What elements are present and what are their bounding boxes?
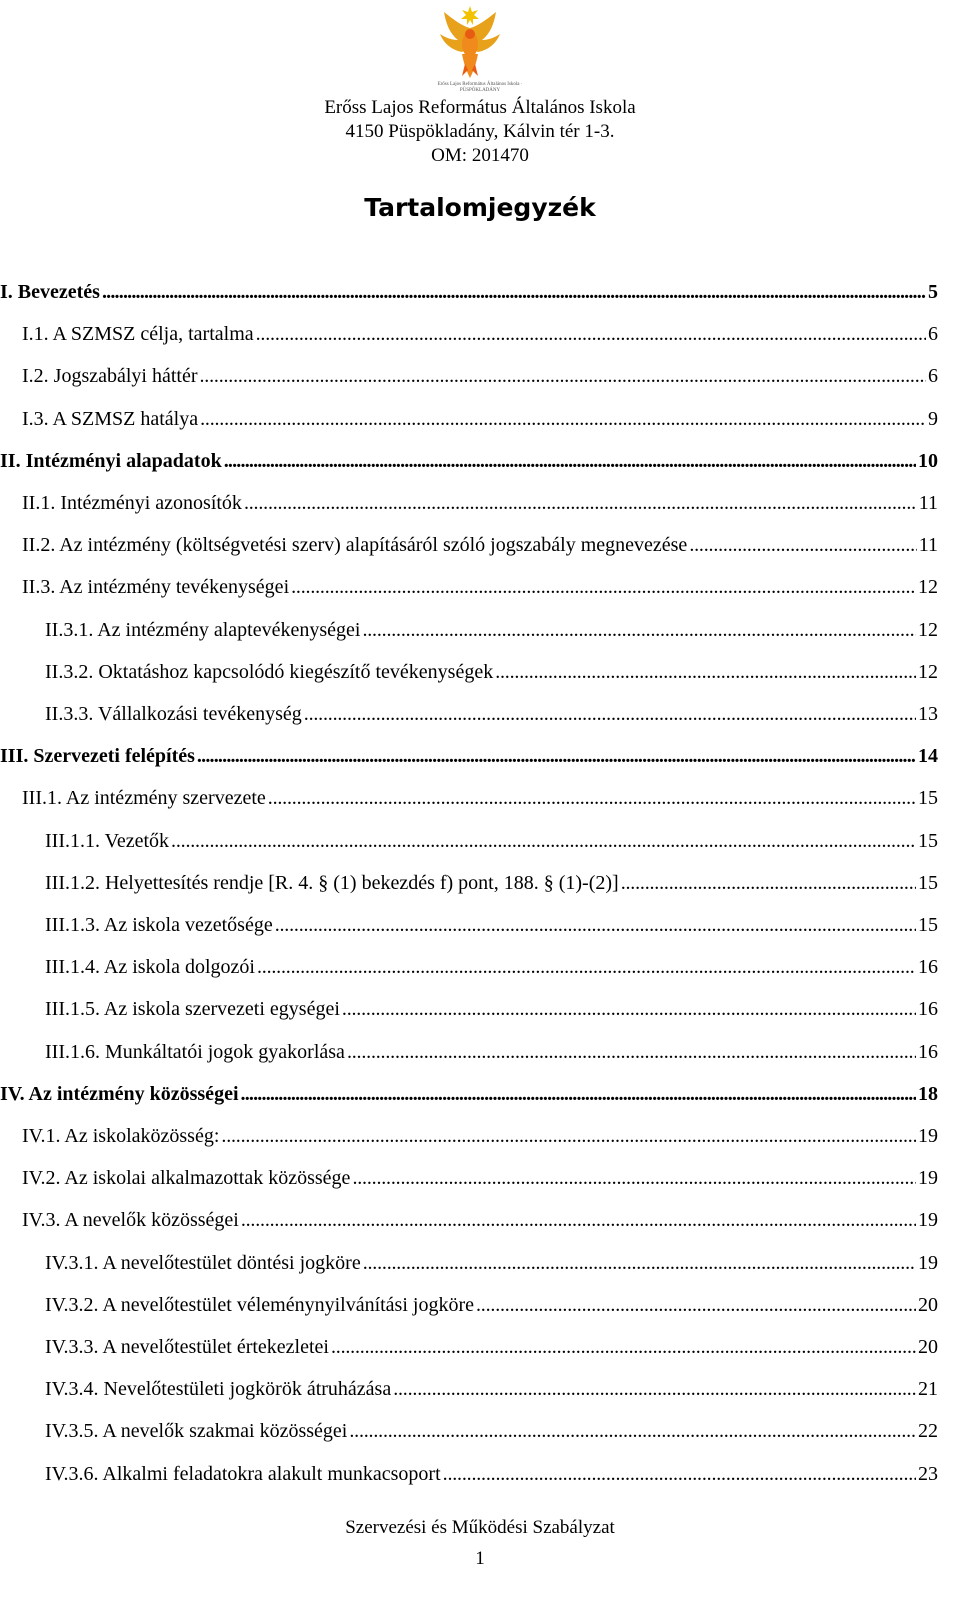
- toc-entry[interactable]: [45, 1034, 938, 1064]
- toc-leader-dots: [241, 1208, 916, 1232]
- toc-entry[interactable]: [45, 1456, 938, 1486]
- toc-entry-page: 23: [918, 1463, 938, 1485]
- toc-entry[interactable]: [22, 780, 938, 810]
- toc-leader-dots: [102, 280, 926, 304]
- toc-leader-dots: [171, 829, 916, 853]
- toc-entry[interactable]: [45, 1371, 938, 1401]
- school-om: OM: 201470: [431, 145, 529, 166]
- toc-entry[interactable]: [45, 654, 938, 684]
- toc-entry-label: IV.3.4. Nevelőtestületi jogkörök átruházása: [45, 1378, 392, 1400]
- toc-entry-label: I.1. A SZMSZ célja, tartalma: [22, 323, 254, 345]
- toc-entry-label: III.1. Az intézmény szervezete: [22, 787, 266, 809]
- toc-leader-dots: [443, 1462, 916, 1486]
- toc-leader-dots: [476, 1293, 916, 1317]
- toc-entry-label: III.1.5. Az iskola szervezeti egységei: [45, 998, 340, 1020]
- toc-entry-label: I.3. A SZMSZ hatálya: [22, 408, 199, 430]
- toc-entry-page: 6: [928, 365, 938, 387]
- toc-entry[interactable]: [22, 1118, 938, 1148]
- toc-leader-dots: [200, 364, 927, 388]
- toc-entry-label: IV.1. Az iskolaközösség:: [22, 1125, 220, 1147]
- toc-leader-dots: [495, 660, 916, 684]
- school-address: 4150 Püspökladány, Kálvin tér 1-3.: [345, 121, 615, 142]
- toc-entry-label: IV.2. Az iskolai alkalmazottak közössége: [22, 1167, 351, 1189]
- toc-leader-dots: [331, 1335, 916, 1359]
- toc-entry-label: II.3.3. Vállalkozási tevékenység: [45, 703, 302, 725]
- toc-leader-dots: [304, 702, 916, 726]
- toc-entry[interactable]: [45, 1413, 938, 1443]
- toc-entry-label: IV.3.5. A nevelők szakmai közösségei: [45, 1420, 348, 1442]
- toc-entry[interactable]: [45, 949, 938, 979]
- toc-entry-page: 22: [918, 1420, 938, 1442]
- toc-entry-page: 13: [918, 703, 938, 725]
- toc-entry[interactable]: [45, 1329, 938, 1359]
- toc-entry-label: II.2. Az intézmény (költségvetési szerv) alapításáról szóló jogszabály megnevezése: [22, 534, 688, 556]
- toc-entry-page: 15: [918, 830, 938, 852]
- toc-entry-label: II.3.1. Az intézmény alaptevékenységei: [45, 619, 361, 641]
- school-name: Erőss Lajos Református Általános Iskola: [324, 97, 636, 118]
- toc-entry[interactable]: [45, 696, 938, 726]
- toc-entry-page: 19: [918, 1125, 938, 1147]
- toc-leader-dots: [244, 491, 917, 515]
- toc-entry-label: II.3. Az intézmény tevékenységei: [22, 576, 290, 598]
- toc-entry[interactable]: [45, 1245, 938, 1275]
- toc-entry-page: 14: [918, 745, 938, 767]
- toc-entry-label: III.1.1. Vezetők: [45, 830, 170, 852]
- toc-entry[interactable]: [45, 991, 938, 1021]
- toc-entry-page: 16: [918, 1041, 938, 1063]
- toc-entry-label: IV.3.6. Alkalmi feladatokra alakult munkacsoport: [45, 1463, 441, 1485]
- toc-entry[interactable]: [45, 612, 938, 642]
- toc-entry-label: IV.3.3. A nevelőtestület értekezletei: [45, 1336, 329, 1358]
- toc-entry[interactable]: [0, 443, 938, 473]
- toc-leader-dots: [342, 997, 916, 1021]
- toc-entry-page: 20: [918, 1336, 938, 1358]
- toc-entry[interactable]: [0, 738, 938, 768]
- toc-entry[interactable]: [22, 1160, 938, 1190]
- toc-leader-dots: [291, 575, 916, 599]
- toc-entry[interactable]: [0, 274, 938, 304]
- toc-entry-label: I.2. Jogszabályi háttér: [22, 365, 198, 387]
- toc-entry[interactable]: [45, 823, 938, 853]
- toc-leader-dots: [621, 871, 916, 895]
- toc-entry-label: IV. Az intézmény közösségei: [0, 1083, 239, 1105]
- toc-entry-page: 15: [918, 914, 938, 936]
- toc-entry-label: II.3.2. Oktatáshoz kapcsolódó kiegészítő tevékenységek: [45, 661, 494, 683]
- toc-entry-page: 9: [928, 408, 938, 430]
- toc-leader-dots: [268, 786, 916, 810]
- footer-title: Szervezési és Működési Szabályzat: [345, 1517, 615, 1538]
- toc-leader-dots: [362, 618, 916, 642]
- toc-entry[interactable]: [22, 358, 938, 388]
- logo-caption: Erőss Lajos Református Általános Iskola · PÜSPÖKLADÁNY: [437, 82, 523, 93]
- toc-entry[interactable]: [22, 1202, 938, 1232]
- page-number: 1: [475, 1548, 485, 1569]
- toc-entry-page: 20: [918, 1294, 938, 1316]
- toc-entry[interactable]: [22, 527, 938, 557]
- toc-entry[interactable]: [22, 569, 938, 599]
- toc-entry-page: 16: [918, 998, 938, 1020]
- toc-leader-dots: [256, 322, 926, 346]
- toc-entry-page: 10: [918, 450, 938, 472]
- toc-entry-page: 15: [918, 872, 938, 894]
- toc-entry-page: 15: [918, 787, 938, 809]
- toc-entry-page: 19: [918, 1209, 938, 1231]
- toc-entry-page: 19: [918, 1167, 938, 1189]
- toc-entry-page: 12: [918, 576, 938, 598]
- toc-leader-dots: [197, 744, 916, 768]
- toc-entry-label: IV.3. A nevelők közösségei: [22, 1209, 239, 1231]
- toc-entry[interactable]: [22, 316, 938, 346]
- toc-leader-dots: [349, 1419, 916, 1443]
- toc-entry-label: III.1.6. Munkáltatói jogok gyakorlása: [45, 1041, 345, 1063]
- toc-entry[interactable]: [45, 907, 938, 937]
- toc-leader-dots: [393, 1377, 916, 1401]
- toc-leader-dots: [347, 1040, 916, 1064]
- toc-leader-dots: [257, 955, 916, 979]
- toc-leader-dots: [689, 533, 916, 557]
- toc-entry-page: 16: [918, 956, 938, 978]
- toc-entry-page: 21: [918, 1378, 938, 1400]
- toc-entry[interactable]: [45, 1287, 938, 1317]
- toc-entry-page: 12: [918, 661, 938, 683]
- toc-entry-label: I. Bevezetés: [0, 281, 100, 303]
- toc-leader-dots: [241, 1082, 917, 1106]
- toc-entry-page: 5: [928, 281, 938, 303]
- toc-entry-label: II.1. Intézményi azonosítók: [22, 492, 242, 514]
- toc-entry-label: III.1.2. Helyettesítés rendje [R. 4. § (1) bekezdés f) pont, 188. § (1)-(2)]: [45, 872, 619, 894]
- toc-entry[interactable]: [0, 1076, 938, 1106]
- toc-entry[interactable]: [45, 865, 938, 895]
- toc-entry-label: IV.3.2. A nevelőtestület véleménynyilvánítási jogköre: [45, 1294, 474, 1316]
- toc-leader-dots: [352, 1166, 916, 1190]
- toc-entry[interactable]: [22, 401, 938, 431]
- toc-entry-page: 19: [918, 1252, 938, 1274]
- toc-entry-label: III. Szervezeti felépítés: [0, 745, 195, 767]
- toc-leader-dots: [221, 1124, 916, 1148]
- toc-leader-dots: [200, 407, 926, 431]
- toc-leader-dots: [275, 913, 916, 937]
- page-title: Tartalomjegyzék: [364, 193, 596, 222]
- toc-entry-label: II. Intézményi alapadatok: [0, 450, 222, 472]
- toc-entry-page: 18: [918, 1083, 938, 1105]
- toc-entry-label: IV.3.1. A nevelőtestület döntési jogköre: [45, 1252, 361, 1274]
- toc-entry-page: 6: [928, 323, 938, 345]
- toc-entry-label: III.1.4. Az iskola dolgozói: [45, 956, 255, 978]
- toc-entry[interactable]: [22, 485, 938, 515]
- toc-entry-page: 12: [918, 619, 938, 641]
- toc-entry-page: 11: [918, 492, 938, 514]
- toc-leader-dots: [363, 1251, 916, 1275]
- toc-entry-label: III.1.3. Az iskola vezetősége: [45, 914, 273, 936]
- toc-leader-dots: [224, 449, 916, 473]
- toc-entry-page: 11: [918, 534, 938, 556]
